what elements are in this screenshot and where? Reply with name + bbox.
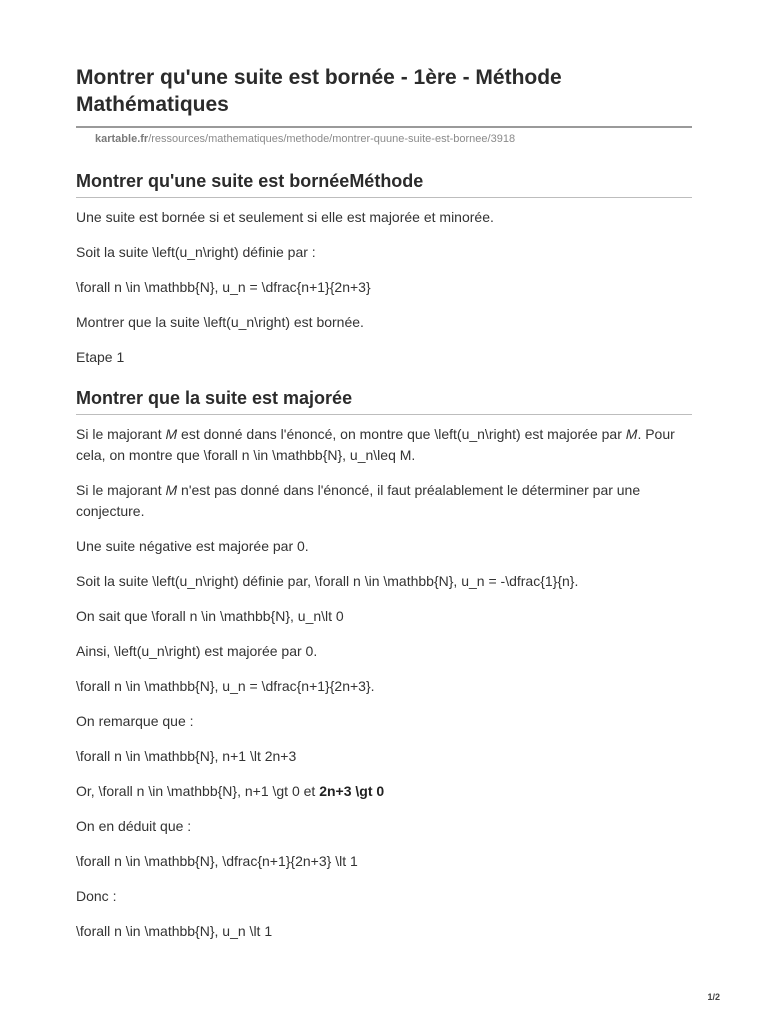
paragraph (76, 480, 692, 522)
paragraph: Soit la suite \left(u_n\right) définie par : (76, 244, 316, 260)
text-run: n'est pas donné dans l'énoncé, il faut préalablement le déterminer par une conjecture. (76, 482, 641, 519)
bold-text-run: 2n+3 \gt 0 (319, 783, 385, 799)
paragraph: Une suite est bornée si et seulement si elle est majorée et minorée. (76, 209, 494, 225)
url-domain: kartable.fr (95, 133, 149, 145)
document-title: Montrer qu'une suite est bornée - 1ère - Méthode Mathématiques (76, 66, 562, 116)
paragraph: Une suite négative est majorée par 0. (76, 538, 309, 554)
paragraph: Ainsi, \left(u_n\right) est majorée par 0. (76, 643, 318, 659)
text-run: Si le majorant (76, 426, 166, 442)
paragraph: On sait que \forall n \in \mathbb{N}, u_n\lt 0 (76, 608, 344, 624)
paragraph: Donc : (76, 888, 117, 904)
math-variable: M (165, 482, 178, 498)
formula-line: \forall n \in \mathbb{N}, n+1 \lt 2n+3 (76, 748, 297, 764)
source-url[interactable] (76, 126, 692, 146)
formula-line: \forall n \in \mathbb{N}, u_n = \dfrac{n+1}{2n+3}. (76, 678, 375, 694)
paragraph (76, 781, 692, 802)
formula-line: \forall n \in \mathbb{N}, u_n = \dfrac{n+1}{2n+3} (76, 279, 371, 295)
math-variable: M (625, 426, 638, 442)
formula-line: \forall n \in \mathbb{N}, \dfrac{n+1}{2n+3} \lt 1 (76, 853, 358, 869)
text-run: Si le majorant (76, 482, 166, 498)
text-run: est donné dans l'énoncé, on montre que \left(u_n\right) est majorée par (177, 426, 626, 442)
text-run: Or, \forall n \in \mathbb{N}, n+1 \gt 0 et (76, 783, 320, 799)
formula-line: \forall n \in \mathbb{N}, u_n \lt 1 (76, 923, 273, 939)
step-label: Etape 1 (76, 349, 125, 365)
paragraph: Soit la suite \left(u_n\right) définie par, \forall n \in \mathbb{N}, u_n = -\dfrac{1}{n}. (76, 573, 579, 589)
section-heading-bornee: Montrer qu'une suite est bornéeMéthode (76, 170, 692, 198)
paragraph: Montrer que la suite \left(u_n\right) est bornée. (76, 314, 364, 330)
page-number: 1/2 (707, 992, 720, 1002)
paragraph: On remarque que : (76, 713, 194, 729)
document-page (76, 64, 692, 942)
math-variable: M (165, 426, 178, 442)
section-heading-majoree: Montrer que la suite est majorée (76, 387, 692, 415)
paragraph: On en déduit que : (76, 818, 192, 834)
url-path: /ressources/mathematiques/methode/montrer-quune-suite-est-bornee/3918 (148, 133, 516, 145)
paragraph (76, 424, 692, 466)
text-run: . Pour cela, on montre que \forall n \in \mathbb{N}, u_n\leq M. (76, 426, 675, 463)
